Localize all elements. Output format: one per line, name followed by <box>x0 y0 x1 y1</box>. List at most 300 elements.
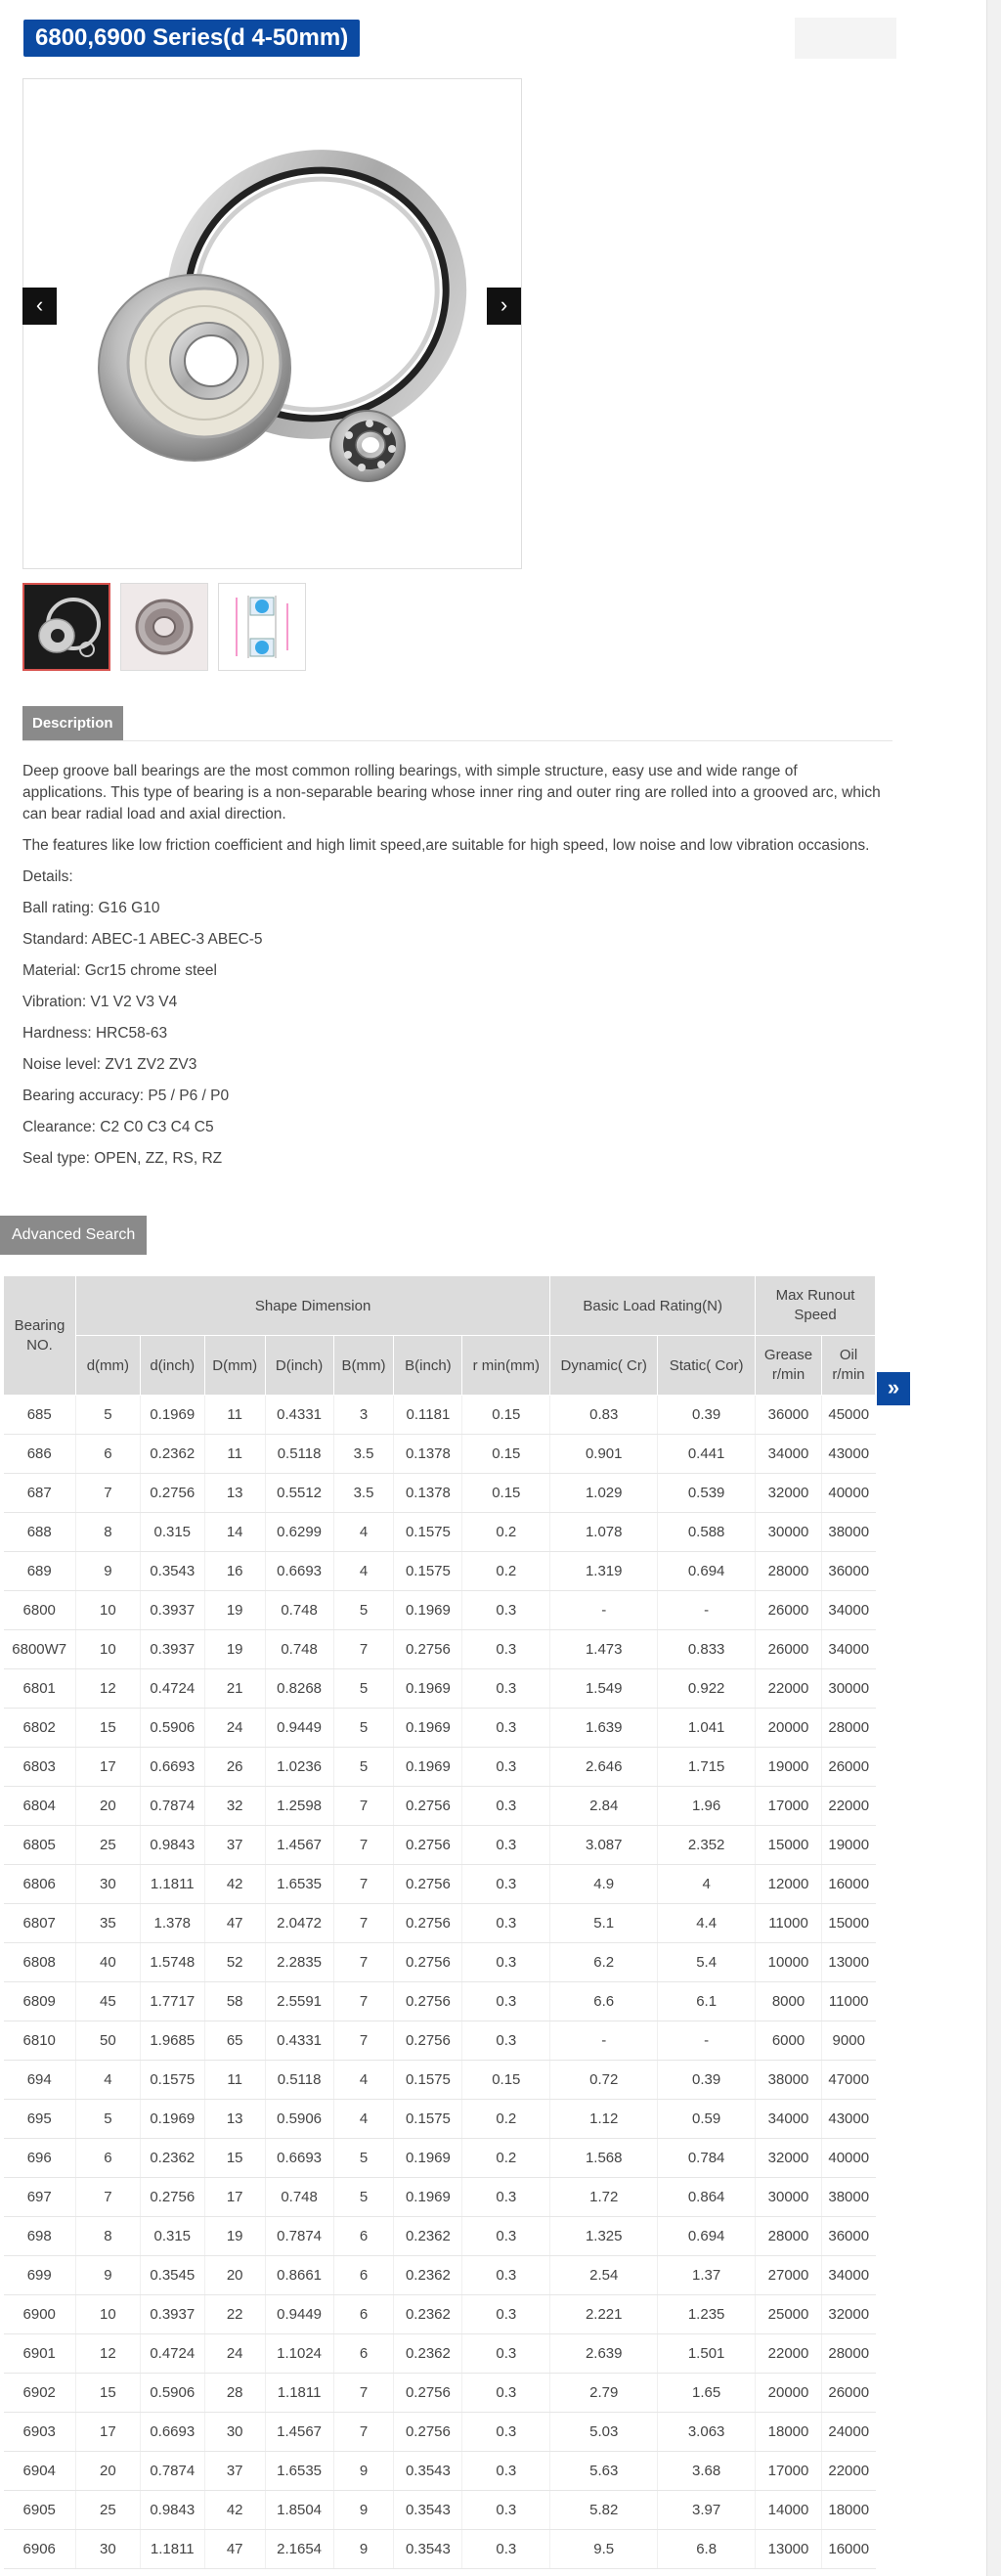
table-cell: 34000 <box>821 2256 875 2295</box>
table-cell: 37 <box>204 1826 265 1865</box>
table-cell: 43000 <box>821 1435 875 1474</box>
table-cell: 1.8504 <box>265 2491 333 2530</box>
bearing-number-cell: 6800W7 <box>4 1630 76 1669</box>
table-cell: 1.029 <box>550 1474 658 1513</box>
table-cell: 0.1969 <box>394 2139 462 2178</box>
table-cell: 26 <box>204 1748 265 1787</box>
table-cell: 36000 <box>821 1552 875 1591</box>
table-cell: 0.1969 <box>394 1669 462 1709</box>
table-cell: 0.748 <box>265 2178 333 2217</box>
table-cell: 5.82 <box>550 2491 658 2530</box>
table-cell: 7 <box>333 1982 394 2021</box>
table-cell: 22000 <box>756 1669 822 1709</box>
bearing-number-cell: 6901 <box>4 2334 76 2374</box>
table-row <box>4 1591 876 1630</box>
table-cell: 0.3 <box>462 1709 550 1748</box>
table-cell: 1.1024 <box>265 2334 333 2374</box>
table-cell: 0.15 <box>462 2061 550 2100</box>
bearing-spec-table-container[interactable] <box>3 1275 876 2576</box>
table-cell: 5.63 <box>550 2452 658 2491</box>
table-row <box>4 2021 876 2061</box>
table-cell: 0.2362 <box>140 2139 204 2178</box>
table-cell: 25 <box>75 2491 140 2530</box>
table-cell: 16000 <box>821 2530 875 2569</box>
table-cell: 32000 <box>756 1474 822 1513</box>
table-cell: 0.3 <box>462 1826 550 1865</box>
tab-divider <box>22 740 892 741</box>
table-cell: 5 <box>333 2178 394 2217</box>
table-cell: 0.3 <box>462 2256 550 2295</box>
bearing-number-cell: 6801 <box>4 1669 76 1709</box>
table-cell: 2.54 <box>550 2256 658 2295</box>
column-header: r min(mm) <box>462 1336 550 1396</box>
table-cell: 0.5512 <box>265 1474 333 1513</box>
table-cell: - <box>658 1591 756 1630</box>
table-cell: 42 <box>204 1865 265 1904</box>
table-cell: 20 <box>75 2452 140 2491</box>
table-cell: 0.539 <box>658 1474 756 1513</box>
table-cell: 30 <box>204 2413 265 2452</box>
table-cell: 11000 <box>821 1982 875 2021</box>
table-cell: 0.1378 <box>394 1474 462 1513</box>
table-cell: 1.1811 <box>140 1865 204 1904</box>
table-cell: 5.4 <box>658 1943 756 1982</box>
carousel-prev-button[interactable] <box>22 288 57 325</box>
bearing-product-illustration <box>23 79 521 568</box>
table-cell: 0.2756 <box>394 1904 462 1943</box>
table-cell: 4.9 <box>550 1865 658 1904</box>
table-cell: 0.315 <box>140 2217 204 2256</box>
table-cell: 1.378 <box>140 1904 204 1943</box>
table-cell: 11 <box>204 2061 265 2100</box>
table-cell: 15000 <box>756 1826 822 1865</box>
bearing-number-cell: 6803 <box>4 1748 76 1787</box>
main-product-image <box>22 78 522 569</box>
table-cell: 14 <box>204 1513 265 1552</box>
table-cell: 0.2362 <box>394 2217 462 2256</box>
table-cell: 1.501 <box>658 2334 756 2374</box>
table-cell: 0.2756 <box>394 1787 462 1826</box>
table-cell: 45000 <box>821 1396 875 1435</box>
table-row <box>4 2452 876 2491</box>
table-cell: 13 <box>204 2100 265 2139</box>
table-cell: 0.1969 <box>394 2178 462 2217</box>
bearing-number-cell: 6804 <box>4 1787 76 1826</box>
table-cell: 1.715 <box>658 1748 756 1787</box>
table-cell: 0.1969 <box>394 1591 462 1630</box>
table-cell: 4 <box>333 1552 394 1591</box>
table-cell: 0.15 <box>462 1474 550 1513</box>
bearing-number-cell: 687 <box>4 1474 76 1513</box>
table-cell: 0.4331 <box>265 1396 333 1435</box>
table-cell: 0.3 <box>462 2374 550 2413</box>
table-cell: 2.646 <box>550 1748 658 1787</box>
table-cell: 0.833 <box>658 1630 756 1669</box>
table-cell: 0.694 <box>658 1552 756 1591</box>
table-cell: 38000 <box>756 2061 822 2100</box>
table-cell: 0.2756 <box>394 1943 462 1982</box>
table-cell: 0.2756 <box>394 1982 462 2021</box>
table-cell: 28 <box>204 2374 265 2413</box>
details-item: Hardness: HRC58-63 <box>22 1025 168 1042</box>
thumbnail-diagram-illustration <box>219 584 305 670</box>
table-cell: 4.4 <box>658 1904 756 1943</box>
table-cell: 7 <box>333 1865 394 1904</box>
table-cell: 1.325 <box>550 2217 658 2256</box>
table-row <box>4 2530 876 2569</box>
table-cell: 5.03 <box>550 2413 658 2452</box>
table-cell: 0.4724 <box>140 1669 204 1709</box>
table-cell: 1.65 <box>658 2374 756 2413</box>
table-cell: 0.2362 <box>140 1435 204 1474</box>
table-cell: 28000 <box>756 2217 822 2256</box>
table-cell: 40000 <box>821 2139 875 2178</box>
table-cell: - <box>550 1591 658 1630</box>
table-cell: 1.041 <box>658 1709 756 1748</box>
table-row <box>4 1748 876 1787</box>
table-cell: 12000 <box>756 1865 822 1904</box>
bearing-number-cell: 696 <box>4 2139 76 2178</box>
table-cell: 0.5906 <box>140 2374 204 2413</box>
table-cell: 2.1654 <box>265 2530 333 2569</box>
double-chevron-right-icon: » <box>887 1375 900 1399</box>
table-cell: 6 <box>333 2256 394 2295</box>
table-cell: 0.1575 <box>394 2061 462 2100</box>
table-cell: 4 <box>75 2061 140 2100</box>
table-cell: 8 <box>75 2217 140 2256</box>
table-cell: 32 <box>204 1787 265 1826</box>
table-cell: 40 <box>75 1943 140 1982</box>
table-row <box>4 2374 876 2413</box>
column-header: Static( Cor) <box>658 1336 756 1396</box>
page-scrollbar[interactable] <box>986 0 1001 2576</box>
table-cell: 9 <box>75 1552 140 1591</box>
bearing-number-cell: 6902 <box>4 2374 76 2413</box>
table-cell: 0.3937 <box>140 2295 204 2334</box>
table-cell: 0.6299 <box>265 1513 333 1552</box>
table-cell: 0.2756 <box>394 1826 462 1865</box>
header-shape-dimension: Shape Dimension <box>75 1276 549 1336</box>
table-cell: 47 <box>204 2530 265 2569</box>
table-cell: 0.3 <box>462 1630 550 1669</box>
table-cell: 2.639 <box>550 2334 658 2374</box>
column-header: Grease r/min <box>756 1336 822 1396</box>
table-cell: 9 <box>75 2256 140 2295</box>
table-cell: 3.5 <box>333 1474 394 1513</box>
table-cell: 0.441 <box>658 1435 756 1474</box>
table-cell: 20000 <box>756 1709 822 1748</box>
table-row <box>4 2061 876 2100</box>
column-header: Oil r/min <box>821 1336 875 1396</box>
description-paragraph: The features like low friction coefficient and high limit speed,are suitable for high speed, low noise and low vibration occasions. <box>22 837 870 854</box>
table-cell: 0.1181 <box>394 1396 462 1435</box>
bearing-number-cell: 6805 <box>4 1826 76 1865</box>
table-cell: 1.319 <box>550 1552 658 1591</box>
table-cell: 1.1811 <box>140 2530 204 2569</box>
table-cell: 0.3 <box>462 1943 550 1982</box>
table-cell: 7 <box>333 1943 394 1982</box>
table-cell: 0.15 <box>462 1396 550 1435</box>
table-cell: 0.1378 <box>394 1435 462 1474</box>
table-cell: 10000 <box>756 1943 822 1982</box>
table-body <box>4 1396 876 2569</box>
column-header: Dynamic( Cr) <box>550 1336 658 1396</box>
table-cell: 0.3937 <box>140 1591 204 1630</box>
table-cell: 0.5118 <box>265 1435 333 1474</box>
table-cell: 0.83 <box>550 1396 658 1435</box>
table-cell: 58 <box>204 1982 265 2021</box>
table-cell: 1.6535 <box>265 1865 333 1904</box>
details-list <box>22 866 883 1179</box>
table-cell: 2.79 <box>550 2374 658 2413</box>
table-cell: 5.1 <box>550 1904 658 1943</box>
table-cell: 19 <box>204 2217 265 2256</box>
column-header: d(inch) <box>140 1336 204 1396</box>
table-cell: 5 <box>333 1709 394 1748</box>
column-header: d(mm) <box>75 1336 140 1396</box>
table-cell: 0.3545 <box>140 2256 204 2295</box>
table-cell: 0.2756 <box>394 1630 462 1669</box>
table-cell: 0.39 <box>658 1396 756 1435</box>
bearing-number-cell: 6809 <box>4 1982 76 2021</box>
table-cell: 9 <box>333 2530 394 2569</box>
carousel-next-button[interactable] <box>487 288 521 325</box>
table-row <box>4 2178 876 2217</box>
bearing-number-cell: 698 <box>4 2217 76 2256</box>
bearing-number-cell: 6903 <box>4 2413 76 2452</box>
table-cell: 30000 <box>756 1513 822 1552</box>
table-cell: 0.2362 <box>394 2334 462 2374</box>
bearing-number-cell: 699 <box>4 2256 76 2295</box>
table-cell: 0.3 <box>462 1982 550 2021</box>
table-cell: 6 <box>333 2295 394 2334</box>
table-cell: 22 <box>204 2295 265 2334</box>
table-cell: 0.3 <box>462 2413 550 2452</box>
table-cell: 0.8268 <box>265 1669 333 1709</box>
table-row <box>4 2139 876 2178</box>
header-placeholder-box <box>795 18 896 59</box>
table-cell: 0.1969 <box>140 1396 204 1435</box>
table-cell: 4 <box>333 2100 394 2139</box>
table-cell: 47000 <box>821 2061 875 2100</box>
table-cell: 0.3 <box>462 2530 550 2569</box>
table-row <box>4 1826 876 1865</box>
tab-description[interactable]: Description <box>22 706 123 740</box>
table-cell: 26000 <box>756 1630 822 1669</box>
table-cell: 6 <box>333 2334 394 2374</box>
table-cell: 0.6693 <box>140 1748 204 1787</box>
table-row <box>4 2100 876 2139</box>
table-cell: 0.1575 <box>394 1552 462 1591</box>
column-header: D(inch) <box>265 1336 333 1396</box>
thumbnail-bearing-illustration <box>24 585 109 669</box>
table-cell: 0.3543 <box>394 2491 462 2530</box>
table-cell: 1.6535 <box>265 2452 333 2491</box>
bearing-number-cell: 689 <box>4 1552 76 1591</box>
table-cell: 22000 <box>756 2334 822 2374</box>
table-cell: 30000 <box>756 2178 822 2217</box>
table-cell: 0.2756 <box>140 1474 204 1513</box>
table-cell: 25000 <box>756 2295 822 2334</box>
table-cell: 30000 <box>821 1669 875 1709</box>
table-cell: 18000 <box>756 2413 822 2452</box>
table-row <box>4 1982 876 2021</box>
table-row <box>4 2491 876 2530</box>
table-cell: 0.748 <box>265 1591 333 1630</box>
advanced-search-button[interactable]: Advanced Search <box>0 1216 147 1255</box>
details-item: Material: Gcr15 chrome steel <box>22 962 217 979</box>
table-cell: 0.2362 <box>394 2295 462 2334</box>
bearing-number-cell: 6904 <box>4 2452 76 2491</box>
table-cell: 0.3 <box>462 1669 550 1709</box>
table-cell: 1.568 <box>550 2139 658 2178</box>
table-cell: 0.588 <box>658 1513 756 1552</box>
table-cell: 1.5748 <box>140 1943 204 1982</box>
table-cell: 1.7717 <box>140 1982 204 2021</box>
table-cell: 8 <box>75 1513 140 1552</box>
table-cell: 6.6 <box>550 1982 658 2021</box>
table-cell: 15000 <box>821 1904 875 1943</box>
table-cell: 25 <box>75 1826 140 1865</box>
bearing-number-cell: 688 <box>4 1513 76 1552</box>
table-cell: 26000 <box>821 2374 875 2413</box>
table-row <box>4 2256 876 2295</box>
thumbnail-bearing-diagram[interactable] <box>218 583 306 671</box>
table-cell: 1.4567 <box>265 1826 333 1865</box>
table-scroll-right-button[interactable] <box>877 1372 910 1405</box>
table-cell: 1.1811 <box>265 2374 333 2413</box>
table-cell: 1.2598 <box>265 1787 333 1826</box>
table-cell: 5 <box>75 1396 140 1435</box>
table-cell: 5 <box>75 2100 140 2139</box>
table-cell: 14000 <box>756 2491 822 2530</box>
table-cell: 0.2756 <box>394 2413 462 2452</box>
bearing-number-cell: 6810 <box>4 2021 76 2061</box>
table-cell: 0.3 <box>462 2334 550 2374</box>
table-cell: 0.3 <box>462 2295 550 2334</box>
table-cell: 6000 <box>756 2021 822 2061</box>
table-cell: 3.68 <box>658 2452 756 2491</box>
table-cell: 0.784 <box>658 2139 756 2178</box>
table-cell: 0.3 <box>462 1591 550 1630</box>
table-cell: 0.2756 <box>394 2021 462 2061</box>
table-cell: 0.3543 <box>394 2530 462 2569</box>
thumbnail-shielded-bearing[interactable] <box>120 583 208 671</box>
table-cell: 6 <box>75 1435 140 1474</box>
table-cell: 6 <box>333 2217 394 2256</box>
table-cell: 24 <box>204 2334 265 2374</box>
table-cell: 17000 <box>756 1787 822 1826</box>
table-cell: 7 <box>333 2374 394 2413</box>
table-row <box>4 1552 876 1591</box>
table-cell: 2.84 <box>550 1787 658 1826</box>
table-cell: 0.1575 <box>394 1513 462 1552</box>
table-row <box>4 1513 876 1552</box>
bearing-number-cell: 685 <box>4 1396 76 1435</box>
table-cell: 1.473 <box>550 1630 658 1669</box>
table-cell: 9 <box>333 2452 394 2491</box>
table-cell: 5 <box>333 1748 394 1787</box>
table-cell: 0.922 <box>658 1669 756 1709</box>
table-cell: 0.7874 <box>265 2217 333 2256</box>
table-row <box>4 2217 876 2256</box>
table-cell: 7 <box>75 2178 140 2217</box>
thumbnail-bearing-photo[interactable] <box>22 583 110 671</box>
table-cell: 0.1969 <box>394 1748 462 1787</box>
details-item: Ball rating: G16 G10 <box>22 900 160 916</box>
table-cell: 0.7874 <box>140 2452 204 2491</box>
table-cell: 3.97 <box>658 2491 756 2530</box>
table-cell: 27000 <box>756 2256 822 2295</box>
table-cell: 0.3543 <box>140 1552 204 1591</box>
table-cell: 0.3 <box>462 1904 550 1943</box>
table-cell: 24000 <box>821 2413 875 2452</box>
table-cell: 0.315 <box>140 1513 204 1552</box>
table-cell: 26000 <box>756 1591 822 1630</box>
table-cell: 0.1969 <box>394 1709 462 1748</box>
table-cell: 1.639 <box>550 1709 658 1748</box>
table-cell: 12 <box>75 1669 140 1709</box>
bearing-number-cell: 694 <box>4 2061 76 2100</box>
table-cell: 0.72 <box>550 2061 658 2100</box>
bearing-spec-table <box>3 1275 876 2569</box>
table-cell: 3.5 <box>333 1435 394 1474</box>
table-cell: 0.3 <box>462 1865 550 1904</box>
table-cell: 38000 <box>821 2178 875 2217</box>
details-item: Seal type: OPEN, ZZ, RS, RZ <box>22 1150 223 1167</box>
table-cell: 7 <box>333 1787 394 1826</box>
table-cell: 36000 <box>821 2217 875 2256</box>
details-item: Standard: ABEC-1 ABEC-3 ABEC-5 <box>22 931 263 948</box>
table-cell: 0.39 <box>658 2061 756 2100</box>
table-cell: 22000 <box>821 1787 875 1826</box>
table-cell: 8000 <box>756 1982 822 2021</box>
details-item: Noise level: ZV1 ZV2 ZV3 <box>22 1056 197 1073</box>
bearing-number-cell: 6808 <box>4 1943 76 1982</box>
table-row <box>4 2413 876 2452</box>
table-cell: 4 <box>333 2061 394 2100</box>
table-cell: 0.3 <box>462 2491 550 2530</box>
table-cell: 17000 <box>756 2452 822 2491</box>
table-cell: 1.12 <box>550 2100 658 2139</box>
header-max-runout-speed: Max Runout Speed <box>756 1276 876 1336</box>
table-cell: 30 <box>75 2530 140 2569</box>
table-row <box>4 1904 876 1943</box>
table-cell: 47 <box>204 1904 265 1943</box>
table-cell: 6.8 <box>658 2530 756 2569</box>
table-cell: 52 <box>204 1943 265 1982</box>
table-cell: 43000 <box>821 2100 875 2139</box>
bearing-number-cell: 697 <box>4 2178 76 2217</box>
table-cell: 0.9449 <box>265 1709 333 1748</box>
bearing-number-cell: 6802 <box>4 1709 76 1748</box>
table-cell: 2.0472 <box>265 1904 333 1943</box>
table-row <box>4 1709 876 1748</box>
table-cell: 3.063 <box>658 2413 756 2452</box>
table-cell: 0.2756 <box>394 1865 462 1904</box>
table-cell: 2.352 <box>658 1826 756 1865</box>
table-cell: 34000 <box>756 1435 822 1474</box>
table-cell: 20 <box>75 1787 140 1826</box>
table-cell: 0.2756 <box>394 2374 462 2413</box>
table-cell: 0.864 <box>658 2178 756 2217</box>
table-cell: 11 <box>204 1435 265 1474</box>
bearing-number-cell: 6900 <box>4 2295 76 2334</box>
table-row <box>4 1669 876 1709</box>
details-item: Clearance: C2 C0 C3 C4 C5 <box>22 1119 214 1135</box>
table-cell: 5 <box>333 1669 394 1709</box>
table-cell: 0.3 <box>462 2452 550 2491</box>
